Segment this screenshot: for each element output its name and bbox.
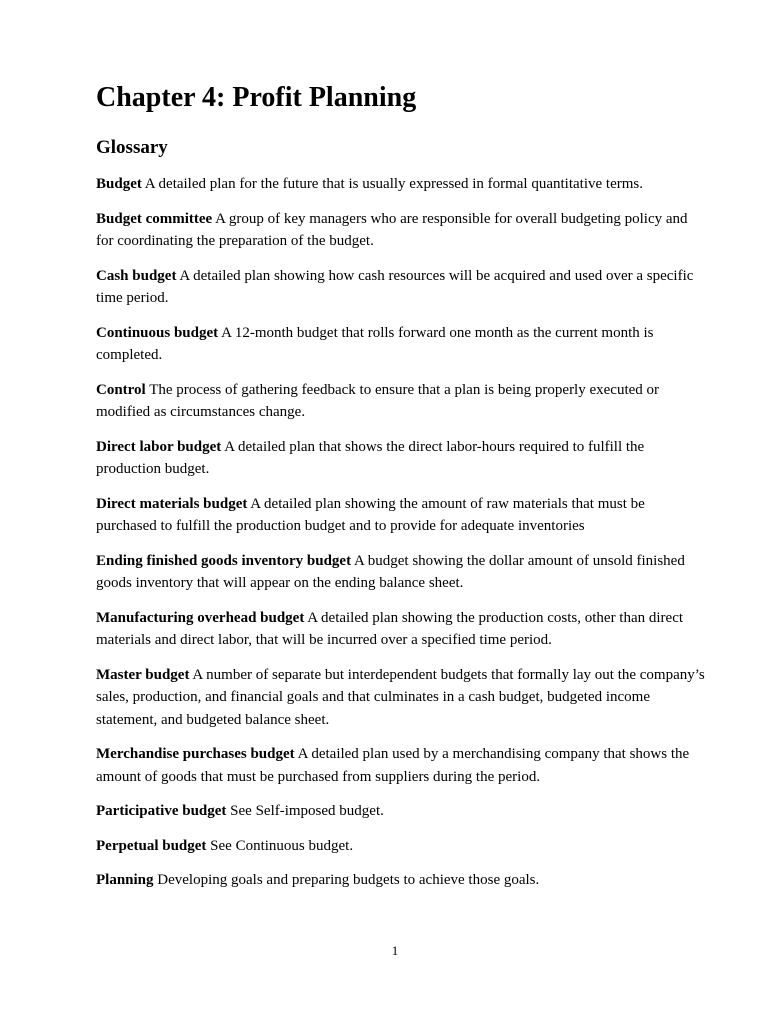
glossary-entry <box>96 265 706 310</box>
glossary-definition: A detailed plan for the future that is usually expressed in formal quantitative terms. <box>144 176 643 192</box>
glossary-term: Master budget <box>96 666 190 683</box>
page-number: 1 <box>391 943 399 958</box>
glossary-definition: A detailed plan showing the amount of raw materials that must be purchased to fulfill the production budget and to provide for adequate inventories <box>96 495 645 534</box>
glossary-definition: A 12-month budget that rolls forward one month as the current month is completed. <box>96 324 654 363</box>
glossary-entry <box>96 869 706 892</box>
section-heading: Glossary <box>96 137 168 158</box>
glossary-term: Ending finished goods inventory budget <box>96 552 352 569</box>
glossary-term: Cash budget <box>96 267 177 284</box>
glossary-term: Direct materials budget <box>96 495 248 512</box>
glossary-entry <box>96 493 706 538</box>
glossary-term: Control <box>96 381 146 398</box>
glossary-entry <box>96 743 706 788</box>
glossary-entry <box>96 550 706 595</box>
glossary-term: Budget committee <box>96 210 213 227</box>
chapter-title: Chapter 4: Profit Planning <box>96 82 417 113</box>
glossary-definition: A detailed plan showing how cash resources will be acquired and used over a specific time period. <box>96 267 694 306</box>
glossary-entry <box>96 664 706 732</box>
glossary-definition: See Continuous budget. <box>210 837 354 854</box>
glossary-entry <box>96 208 706 253</box>
glossary-definition: See Self-imposed budget. <box>230 803 384 819</box>
glossary-entry <box>96 800 706 823</box>
glossary-entry <box>96 607 706 652</box>
glossary-definition: A detailed plan showing the production costs, other than direct materials and direct labor, that will be incurred over a specified time period. <box>96 609 684 648</box>
glossary-term: Merchandise purchases budget <box>96 746 295 762</box>
glossary-term: Perpetual budget <box>96 837 207 854</box>
glossary-entry <box>96 173 706 196</box>
glossary-entry <box>96 322 706 367</box>
glossary-term: Manufacturing overhead budget <box>96 609 305 626</box>
glossary-list <box>96 173 706 892</box>
glossary-definition: A detailed plan used by a merchandising company that shows the amount of goods that must be purchased from suppliers during the period. <box>96 746 690 785</box>
glossary-term: Planning <box>96 872 154 888</box>
glossary-term: Continuous budget <box>96 324 219 341</box>
glossary-term: Direct labor budget <box>96 438 222 455</box>
glossary-definition: Developing goals and preparing budgets to achieve those goals. <box>157 872 540 888</box>
glossary-definition: The process of gathering feedback to ensure that a plan is being properly executed or modified as circumstances change. <box>96 381 660 420</box>
glossary-definition: A number of separate but interdependent budgets that formally lay out the company’s sales, production, and financial goals and that culminates in a cash budget, budgeted income statement, and budgeted balance sheet. <box>96 666 705 728</box>
glossary-definition: A detailed plan that shows the direct labor-hours required to fulfill the production budget. <box>96 438 645 477</box>
glossary-term: Participative budget <box>96 803 227 819</box>
glossary-entry <box>96 835 706 858</box>
glossary-term: Budget <box>96 176 142 192</box>
glossary-entry <box>96 379 706 424</box>
glossary-definition: A group of key managers who are responsible for overall budgeting policy and for coordinating the preparation of the budget. <box>96 210 688 249</box>
glossary-entry <box>96 436 706 481</box>
document-page <box>96 80 706 904</box>
glossary-definition: A budget showing the dollar amount of unsold finished goods inventory that will appear on the ending balance sheet. <box>96 552 685 591</box>
